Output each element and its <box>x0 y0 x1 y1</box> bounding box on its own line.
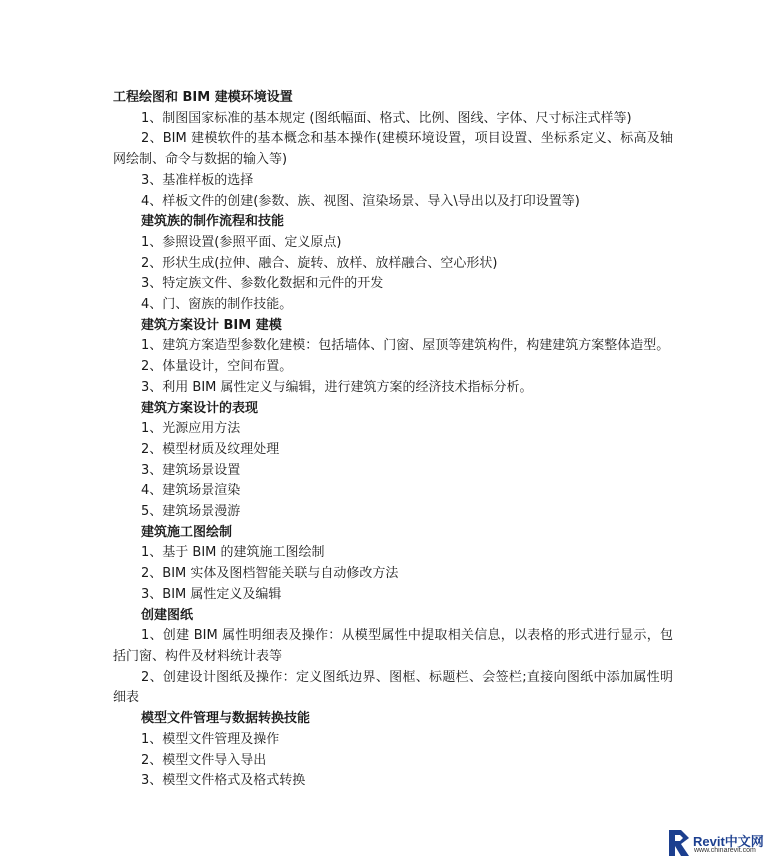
logo-name: Revit中文网 <box>693 834 764 849</box>
list-item: 3、基准样板的选择 <box>141 172 254 188</box>
list-item: 2、形状生成(拉伸、融合、旋转、放样、放样融合、空心形状) <box>141 255 498 271</box>
section-heading: 建筑方案设计的表现 <box>141 400 259 416</box>
site-watermark <box>667 828 771 858</box>
list-item: 3、建筑场景设置 <box>141 462 241 478</box>
list-item: 3、特定族文件、参数化数据和元件的开发 <box>141 276 384 292</box>
list-item: 1、模型文件管理及操作 <box>141 731 280 747</box>
list-item: 1、参照设置(参照平面、定义原点) <box>141 234 342 250</box>
list-item: 4、样板文件的创建(参数、族、视图、渲染场景、导入\导出以及打印设置等) <box>141 193 580 209</box>
section-heading: 创建图纸 <box>141 607 194 623</box>
list-item: 3、模型文件格式及格式转换 <box>141 773 306 789</box>
list-item: 4、建筑场景渲染 <box>141 483 241 499</box>
list-item: 3、BIM 属性定义及编辑 <box>141 586 282 602</box>
list-item: 1、基于 BIM 的建筑施工图绘制 <box>141 545 325 561</box>
section-heading: 模型文件管理与数据转换技能 <box>141 711 311 727</box>
list-item: 1、建筑方案造型参数化建模：包括墙体、门窗、屋顶等建筑构件，构建建筑方案整体造型。 <box>141 338 670 354</box>
list-item: 1、光源应用方法 <box>141 421 241 437</box>
list-item: 2、BIM 建模软件的基本概念和基本操作(建模环境设置，项目设置、坐标系定义、标高及轴网绘制、命令与数据的输入等) <box>113 131 673 168</box>
list-item: 3、利用 BIM 属性定义与编辑，进行建筑方案的经济技术指标分析。 <box>141 379 533 395</box>
list-item: 1、制图国家标准的基本规定 (图纸幅面、格式、比例、图线、字体、尺寸标注式样等) <box>141 110 632 126</box>
list-item: 2、体量设计，空间布置。 <box>141 359 293 375</box>
section-heading: 建筑族的制作流程和技能 <box>141 214 285 230</box>
document-body <box>113 88 673 792</box>
section-heading: 工程绘图和 BIM 建模环境设置 <box>113 90 293 105</box>
list-item: 4、门、窗族的制作技能。 <box>141 297 293 313</box>
list-item: 5、建筑场景漫游 <box>141 504 241 520</box>
section-heading: 建筑方案设计 BIM 建模 <box>141 317 282 333</box>
list-item: 2、BIM 实体及图档智能关联与自动修改方法 <box>141 566 399 582</box>
revit-logo-icon <box>667 828 691 858</box>
list-item: 2、创建设计图纸及操作：定义图纸边界、图框、标题栏、会签栏;直接向图纸中添加属性明细表 <box>113 669 673 706</box>
list-item: 2、模型文件导入导出 <box>141 752 267 768</box>
list-item: 2、模型材质及纹理处理 <box>141 441 280 457</box>
logo-url: www.chinarevit.com <box>694 847 756 854</box>
section-heading: 建筑施工图绘制 <box>141 524 233 540</box>
list-item: 1、创建 BIM 属性明细表及操作：从模型属性中提取相关信息，以表格的形式进行显示，包括门窗、构件及材料统计表等 <box>113 628 673 664</box>
